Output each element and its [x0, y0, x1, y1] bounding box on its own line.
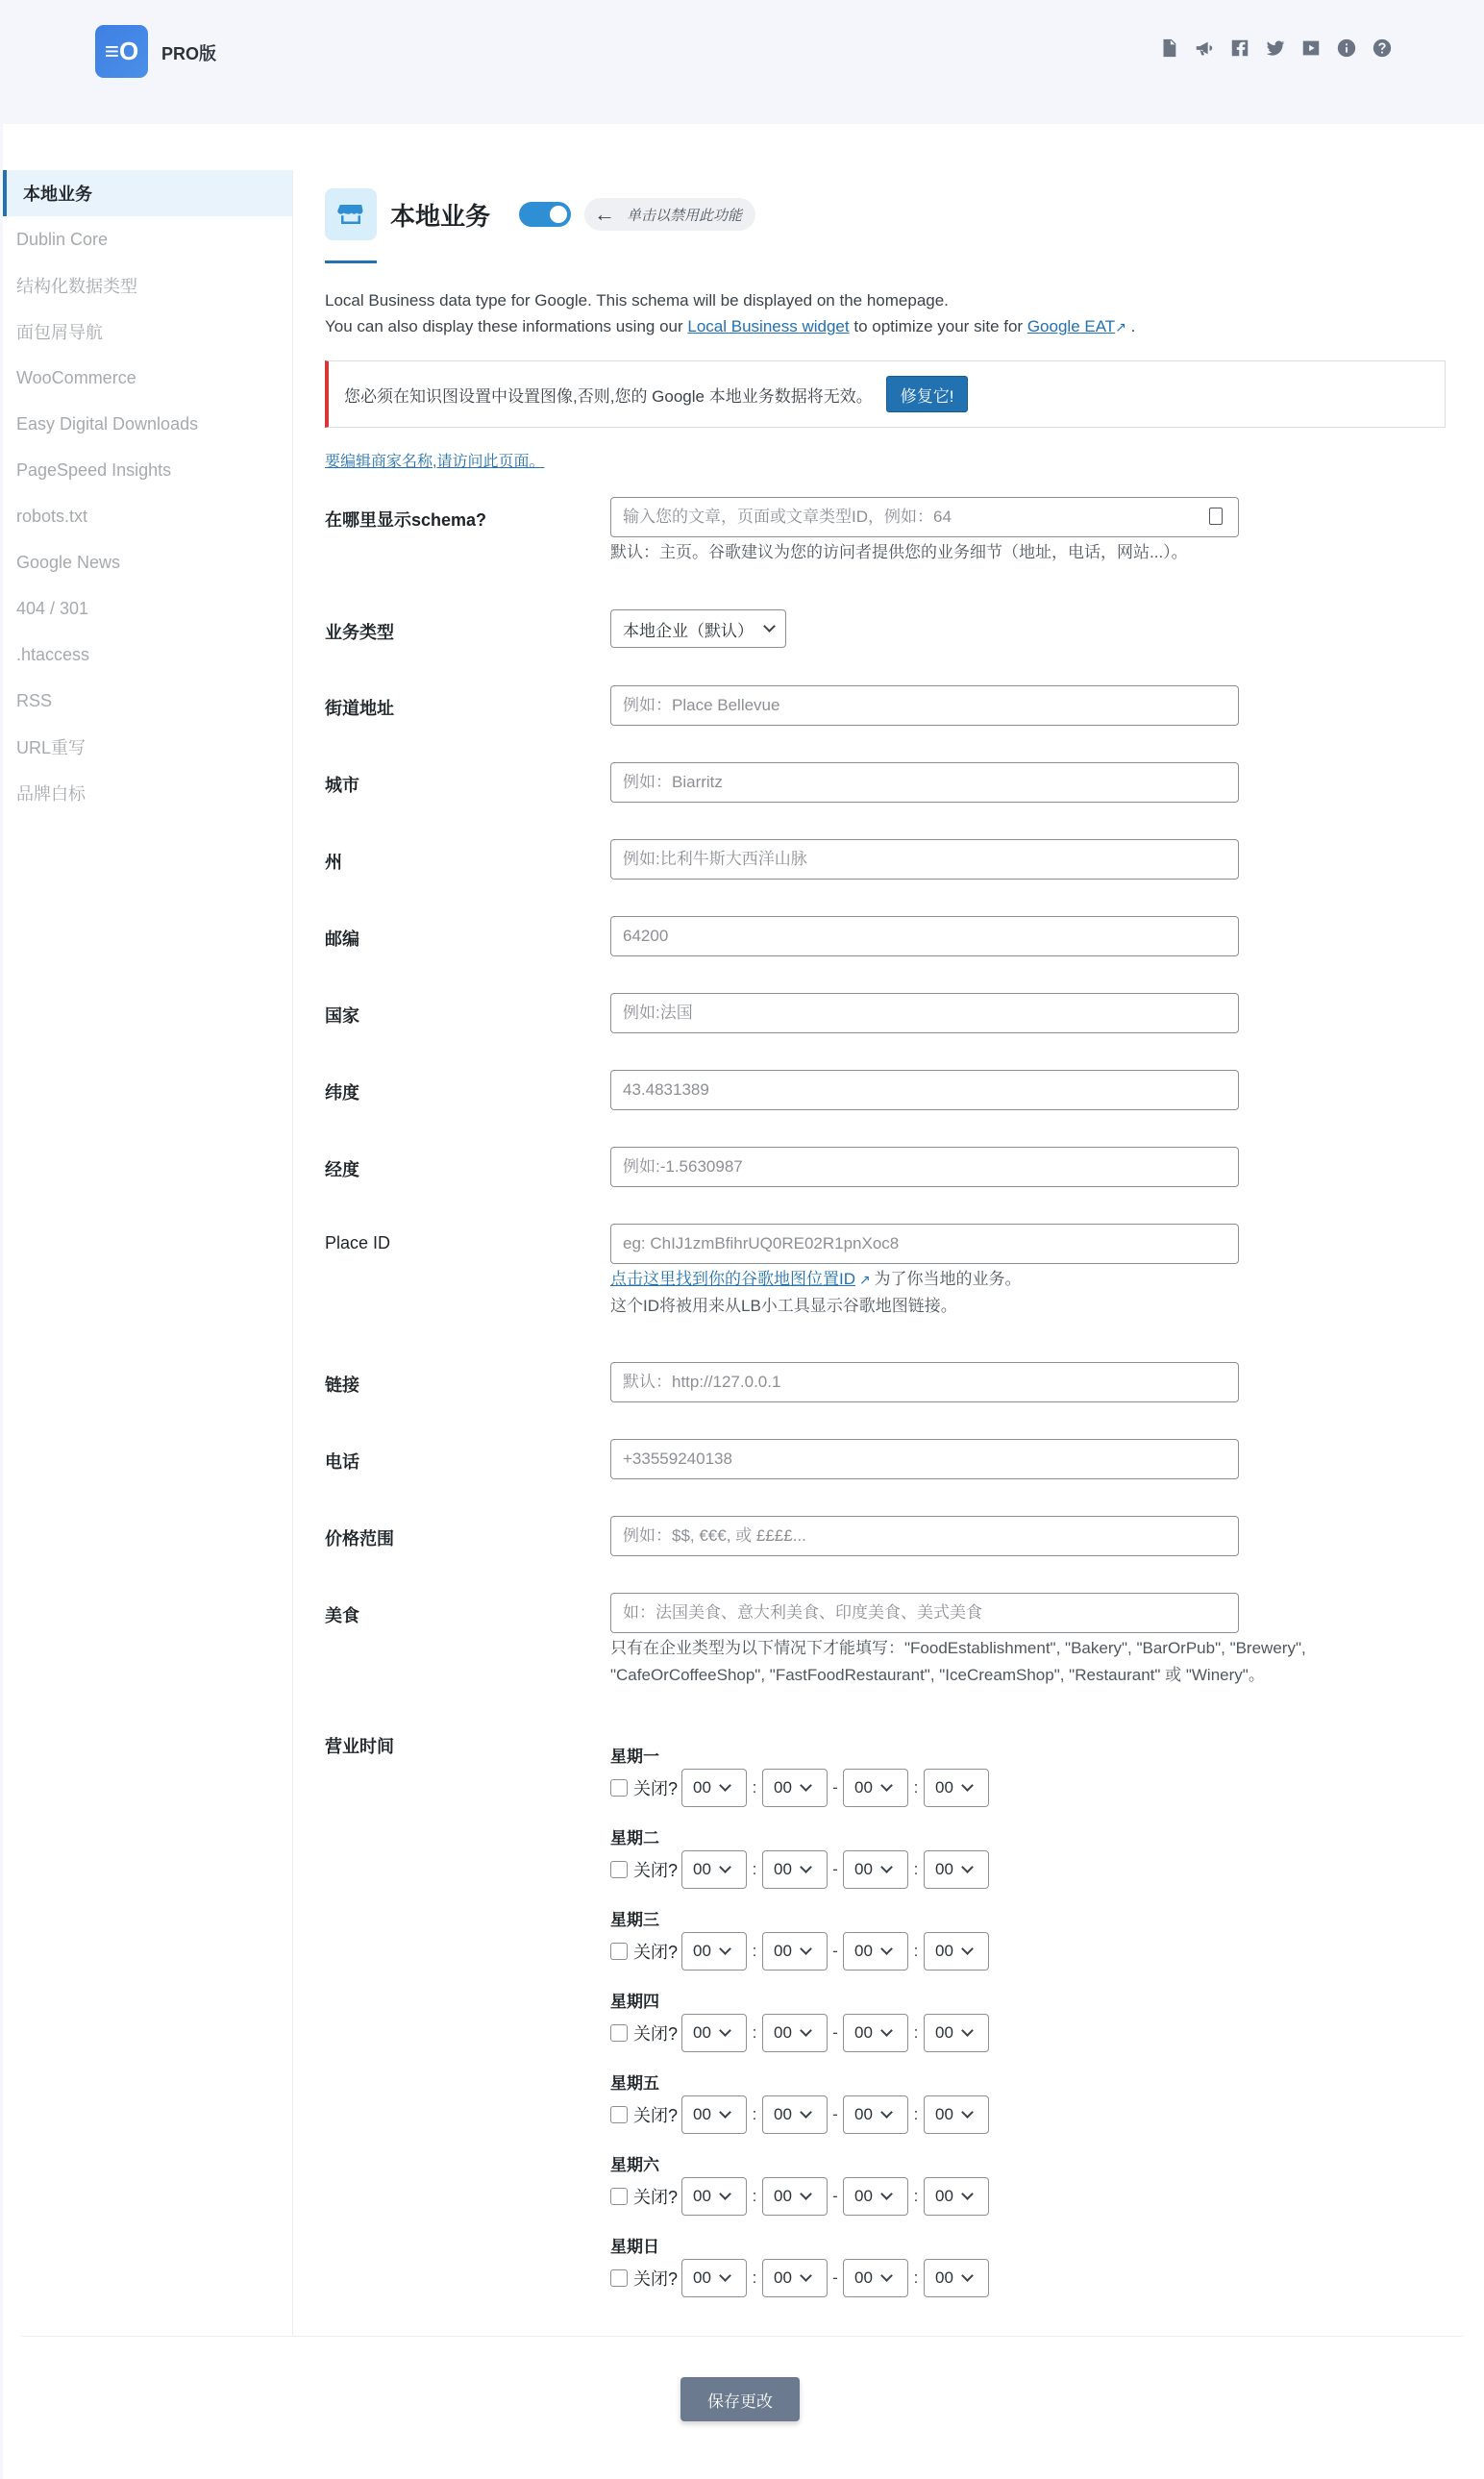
- day-row: [610, 2151, 989, 2216]
- close-minute-select[interactable]: [924, 2259, 989, 2297]
- select-value: 00: [693, 2268, 711, 2287]
- close-minute-select[interactable]: [924, 1932, 989, 1971]
- field-help: [610, 1266, 1022, 1320]
- sidebar-item-rss[interactable]: RSS: [16, 690, 53, 710]
- sidebar-item-pagespeed[interactable]: PageSpeed Insights: [16, 459, 172, 480]
- chevron-down-icon: [880, 1861, 893, 1873]
- closed-checkbox[interactable]: [610, 2188, 628, 2205]
- time-separator: :: [913, 1860, 919, 1878]
- save-changes-button[interactable]: 保存更改: [680, 2377, 800, 2421]
- select-value: 00: [774, 2023, 792, 2042]
- field-label: 业务类型: [325, 623, 394, 642]
- chevron-down-icon: [961, 2024, 974, 2037]
- chevron-down-icon: [719, 2106, 731, 2119]
- chevron-down-icon: [719, 1861, 731, 1873]
- closed-label: 关闭?: [633, 2269, 679, 2289]
- youtube-icon[interactable]: [1299, 37, 1323, 60]
- external-link-icon: ↗: [855, 1272, 875, 1287]
- select-value: 00: [935, 2023, 953, 2042]
- time-separator: :: [752, 1778, 757, 1797]
- close-minute-select[interactable]: [924, 2177, 989, 2216]
- schema-page-input[interactable]: [610, 497, 1239, 537]
- range-separator: -: [832, 1860, 838, 1878]
- time-separator: :: [752, 2187, 757, 2205]
- description-text: to optimize your site for: [853, 317, 1024, 335]
- megaphone-icon[interactable]: [1193, 37, 1216, 60]
- closed-label: 关闭?: [633, 1943, 679, 1962]
- divider: [21, 2336, 1463, 2337]
- closed-checkbox[interactable]: [610, 2106, 628, 2123]
- closed-checkbox[interactable]: [610, 1861, 628, 1878]
- pro-label: PRO版: [161, 44, 217, 63]
- latitude-input[interactable]: [610, 1070, 1239, 1110]
- top-bar: [0, 0, 1484, 123]
- arrow-left-icon: ←: [594, 202, 616, 226]
- select-value: 00: [854, 2268, 873, 2287]
- select-value: 00: [693, 1942, 711, 1960]
- select-value: 00: [854, 2105, 873, 2123]
- day-name: 星期二: [610, 1829, 659, 1847]
- range-separator: -: [832, 2187, 838, 2205]
- select-value: 00: [693, 2187, 711, 2205]
- chevron-down-icon: [800, 2106, 812, 2119]
- field-label: 国家: [325, 1006, 359, 1026]
- zip-input[interactable]: [610, 916, 1239, 956]
- select-value: 00: [935, 2268, 953, 2287]
- field-label: 美食: [325, 1606, 359, 1625]
- sidebar-item-structured-data[interactable]: 结构化数据类型: [16, 277, 137, 296]
- day-row: [610, 1988, 989, 2052]
- day-name: 星期五: [610, 2074, 659, 2093]
- closed-checkbox[interactable]: [610, 1779, 628, 1797]
- field-label: 城市: [325, 776, 359, 795]
- description-text: .: [1130, 317, 1136, 335]
- info-icon[interactable]: [1335, 37, 1358, 60]
- day-name: 星期六: [610, 2156, 659, 2174]
- chevron-down-icon: [800, 1943, 812, 1955]
- chevron-down-icon: [961, 2106, 974, 2119]
- sidebar-item-local-business[interactable]: 本地业务: [3, 170, 292, 216]
- chevron-down-icon: [800, 2188, 812, 2200]
- chevron-down-icon: [961, 1861, 974, 1873]
- close-hour-select[interactable]: [843, 1850, 908, 1889]
- time-separator: :: [913, 2023, 919, 2042]
- select-value: 00: [693, 2105, 711, 2123]
- open-minute-select[interactable]: [762, 2095, 828, 2134]
- local-business-widget-link[interactable]: Local Business widget: [687, 317, 850, 335]
- toggle-hint: [584, 198, 755, 231]
- chevron-down-icon: [719, 2188, 731, 2200]
- field-label: 价格范围: [325, 1529, 394, 1549]
- field-label: 链接: [325, 1376, 359, 1395]
- closed-label: 关闭?: [633, 2188, 679, 2207]
- open-hour-select[interactable]: [681, 1769, 747, 1807]
- chevron-down-icon: [800, 2024, 812, 2037]
- field-label: 邮编: [325, 930, 359, 949]
- field-label: 街道地址: [325, 699, 394, 718]
- closed-checkbox[interactable]: [610, 2024, 628, 2042]
- title-underline: [325, 260, 377, 263]
- time-separator: :: [752, 1942, 757, 1960]
- time-separator: :: [752, 2023, 757, 2042]
- range-separator: -: [832, 2268, 838, 2287]
- closed-label: 关闭?: [633, 2106, 679, 2125]
- sidebar-item-google-news[interactable]: Google News: [16, 552, 121, 572]
- close-minute-select[interactable]: [924, 2095, 989, 2134]
- find-place-id-link[interactable]: 点击这里找到你的谷歌地图位置ID: [610, 1270, 855, 1288]
- help-text: 只有在企业类型为以下情况下才能填写："FoodEstablishment", "Bakery", "BarOrPub", "Brewery",: [610, 1639, 1306, 1657]
- time-separator: :: [913, 2187, 919, 2205]
- chevron-down-icon: [880, 1779, 893, 1792]
- description-text: You can also display these informations using our: [325, 317, 683, 335]
- select-value: 00: [935, 1778, 953, 1797]
- sidebar-item-redirections[interactable]: 404 / 301: [16, 598, 89, 618]
- close-minute-select[interactable]: [924, 1850, 989, 1889]
- help-text: 为了你当地的业务。: [874, 1270, 1022, 1288]
- time-separator: :: [913, 2105, 919, 2123]
- open-minute-select[interactable]: [762, 1850, 828, 1889]
- chevron-down-icon: [763, 620, 776, 632]
- longitude-input[interactable]: [610, 1147, 1239, 1187]
- chevron-down-icon: [880, 2188, 893, 2200]
- business-type-select[interactable]: [610, 609, 786, 648]
- open-hour-select[interactable]: [681, 1932, 747, 1971]
- chevron-down-icon: [880, 2269, 893, 2282]
- logo-mark: ≡O: [104, 37, 139, 65]
- close-hour-select[interactable]: [843, 2014, 908, 2052]
- description-line2: [325, 313, 1135, 340]
- sidebar-item-htaccess[interactable]: .htaccess: [16, 644, 90, 664]
- select-value: 00: [935, 1942, 953, 1960]
- field-label: 营业时间: [325, 1737, 394, 1756]
- close-hour-select[interactable]: [843, 2259, 908, 2297]
- open-hour-select[interactable]: [681, 2177, 747, 2216]
- day-name: 星期一: [610, 1748, 659, 1766]
- chevron-down-icon: [880, 2106, 893, 2119]
- select-value: 00: [693, 2023, 711, 2042]
- sidebar-item-woocommerce[interactable]: WooCommerce: [16, 367, 136, 387]
- closed-label: 关闭?: [633, 2024, 679, 2044]
- day-row: [610, 1906, 989, 1971]
- day-name: 星期三: [610, 1911, 659, 1929]
- select-value: 00: [854, 2187, 873, 2205]
- chevron-down-icon: [880, 1943, 893, 1955]
- select-value: 00: [854, 1778, 873, 1797]
- select-value: 本地企业（默认）: [623, 621, 754, 640]
- chevron-down-icon: [800, 2269, 812, 2282]
- select-value: 00: [774, 2268, 792, 2287]
- description-line1: Local Business data type for Google. This schema will be displayed on the homepage.: [325, 291, 949, 310]
- sidebar-item-breadcrumbs[interactable]: 面包屑导航: [16, 323, 103, 342]
- chevron-down-icon: [719, 1943, 731, 1955]
- edit-business-name-link[interactable]: 要编辑商家名称,请访问此页面。: [325, 454, 545, 470]
- open-hour-select[interactable]: [681, 2095, 747, 2134]
- sidebar-item-white-label[interactable]: 品牌白标: [16, 784, 86, 804]
- field-help: 默认：主页。谷歌建议为您的访问者提供您的业务细节（地址，电话，网站...）。: [610, 543, 1188, 561]
- closed-label: 关闭?: [633, 1861, 679, 1880]
- country-input[interactable]: [610, 993, 1239, 1033]
- range-separator: -: [832, 1942, 838, 1960]
- external-link-icon: ↗: [1115, 319, 1126, 335]
- time-separator: :: [752, 2105, 757, 2123]
- google-eat-link[interactable]: Google EAT: [1026, 317, 1116, 335]
- day-controls: [610, 1932, 989, 1971]
- open-hour-select[interactable]: [681, 2014, 747, 2052]
- day-row: [610, 2233, 989, 2297]
- chevron-down-icon: [800, 1861, 812, 1873]
- sidebar-item-robots[interactable]: robots.txt: [16, 506, 88, 526]
- time-separator: :: [752, 1860, 757, 1878]
- phone-input[interactable]: [610, 1439, 1239, 1479]
- toggle-hint-text: 单击以禁用此功能: [627, 207, 743, 224]
- url-input[interactable]: [610, 1362, 1239, 1402]
- chevron-down-icon: [880, 2024, 893, 2037]
- section-description: [325, 287, 1135, 340]
- warning-notice: [325, 360, 1446, 428]
- day-controls: [610, 1850, 989, 1889]
- store-icon: [325, 188, 377, 240]
- chevron-down-icon: [961, 2188, 974, 2200]
- range-separator: -: [832, 2023, 838, 2042]
- twitter-icon[interactable]: [1264, 37, 1287, 60]
- close-minute-select[interactable]: [924, 2014, 989, 2052]
- sidebar-item-edd[interactable]: Easy Digital Downloads: [16, 413, 199, 434]
- select-value: 00: [935, 1860, 953, 1878]
- field-label: 经度: [325, 1160, 359, 1179]
- chevron-down-icon: [719, 1779, 731, 1792]
- top-icon-bar: [1157, 37, 1394, 60]
- day-name: 星期日: [610, 2238, 659, 2256]
- day-row: [610, 1743, 989, 1807]
- help-text: "CafeOrCoffeeShop", "FastFoodRestaurant", "IceCreamShop", "Restaurant" 或 "Winery"。: [610, 1666, 1265, 1684]
- close-hour-select[interactable]: [843, 1932, 908, 1971]
- help-text: 这个ID将被用来从LB小工具显示谷歌地图链接。: [610, 1297, 957, 1315]
- cuisine-input[interactable]: [610, 1593, 1239, 1633]
- select-value: 00: [854, 2023, 873, 2042]
- select-value: 00: [854, 1942, 873, 1960]
- field-label: Place ID: [325, 1233, 391, 1252]
- clipboard-icon: [1209, 508, 1223, 525]
- open-minute-select[interactable]: [762, 2177, 828, 2216]
- close-hour-select[interactable]: [843, 2095, 908, 2134]
- facebook-icon[interactable]: [1228, 37, 1251, 60]
- field-label: 电话: [325, 1452, 359, 1472]
- day-name: 星期四: [610, 1993, 659, 2011]
- day-controls: [610, 2177, 989, 2216]
- chevron-down-icon: [800, 1779, 812, 1792]
- price-range-input[interactable]: [610, 1516, 1239, 1556]
- open-minute-select[interactable]: [762, 1932, 828, 1971]
- app-logo[interactable]: [95, 25, 148, 78]
- closed-checkbox[interactable]: [610, 1943, 628, 1960]
- field-label: 在哪里显示schema?: [325, 510, 487, 530]
- feature-toggle[interactable]: [519, 202, 571, 227]
- chevron-down-icon: [719, 2024, 731, 2037]
- close-hour-select[interactable]: [843, 1769, 908, 1807]
- open-minute-select[interactable]: [762, 1769, 828, 1807]
- chevron-down-icon: [719, 2269, 731, 2282]
- day-controls: [610, 2095, 989, 2134]
- open-minute-select[interactable]: [762, 2014, 828, 2052]
- field-label: 纬度: [325, 1083, 359, 1103]
- day-controls: [610, 1769, 989, 1807]
- chevron-down-icon: [961, 1779, 974, 1792]
- chevron-down-icon: [961, 2269, 974, 2282]
- time-separator: :: [913, 2268, 919, 2287]
- range-separator: -: [832, 2105, 838, 2123]
- day-row: [610, 2070, 989, 2134]
- page-title: 本地业务: [390, 201, 491, 231]
- open-hour-select[interactable]: [681, 1850, 747, 1889]
- fix-it-button[interactable]: 修复它!: [886, 376, 969, 412]
- field-help: [610, 1635, 1306, 1689]
- time-separator: :: [913, 1778, 919, 1797]
- select-value: 00: [693, 1860, 711, 1878]
- day-controls: [610, 2014, 989, 2052]
- select-value: 00: [935, 2187, 953, 2205]
- settings-sidebar: [3, 170, 293, 2337]
- day-controls: [610, 2259, 989, 2297]
- select-value: 00: [774, 2187, 792, 2205]
- close-hour-select[interactable]: [843, 2177, 908, 2216]
- state-input[interactable]: [610, 839, 1239, 880]
- select-value: 00: [935, 2105, 953, 2123]
- street-input[interactable]: [610, 685, 1239, 726]
- select-value: 00: [774, 1778, 792, 1797]
- select-value: 00: [774, 1860, 792, 1878]
- sidebar-item-url-rewriting[interactable]: URL重写: [16, 738, 87, 757]
- time-separator: :: [752, 2268, 757, 2287]
- city-input[interactable]: [610, 762, 1239, 803]
- select-value: 00: [854, 1860, 873, 1878]
- select-value: 00: [774, 2105, 792, 2123]
- notice-text: 您必须在知识图设置中设置图像,否则,您的 Google 本地业务数据将无效。: [344, 386, 873, 406]
- closed-label: 关闭?: [633, 1779, 679, 1798]
- help-icon[interactable]: [1371, 37, 1394, 60]
- field-label: 州: [325, 853, 342, 872]
- sidebar-item-dublin-core[interactable]: Dublin Core: [16, 229, 109, 249]
- open-minute-select[interactable]: [762, 2259, 828, 2297]
- place-id-input[interactable]: [610, 1224, 1239, 1264]
- open-hour-select[interactable]: [681, 2259, 747, 2297]
- time-separator: :: [913, 1942, 919, 1960]
- day-row: [610, 1824, 989, 1889]
- select-value: 00: [774, 1942, 792, 1960]
- closed-checkbox[interactable]: [610, 2269, 628, 2287]
- close-minute-select[interactable]: [924, 1769, 989, 1807]
- chevron-down-icon: [961, 1943, 974, 1955]
- select-value: 00: [693, 1778, 711, 1797]
- section-header: [325, 186, 755, 243]
- document-icon[interactable]: [1157, 37, 1180, 60]
- range-separator: -: [832, 1778, 838, 1797]
